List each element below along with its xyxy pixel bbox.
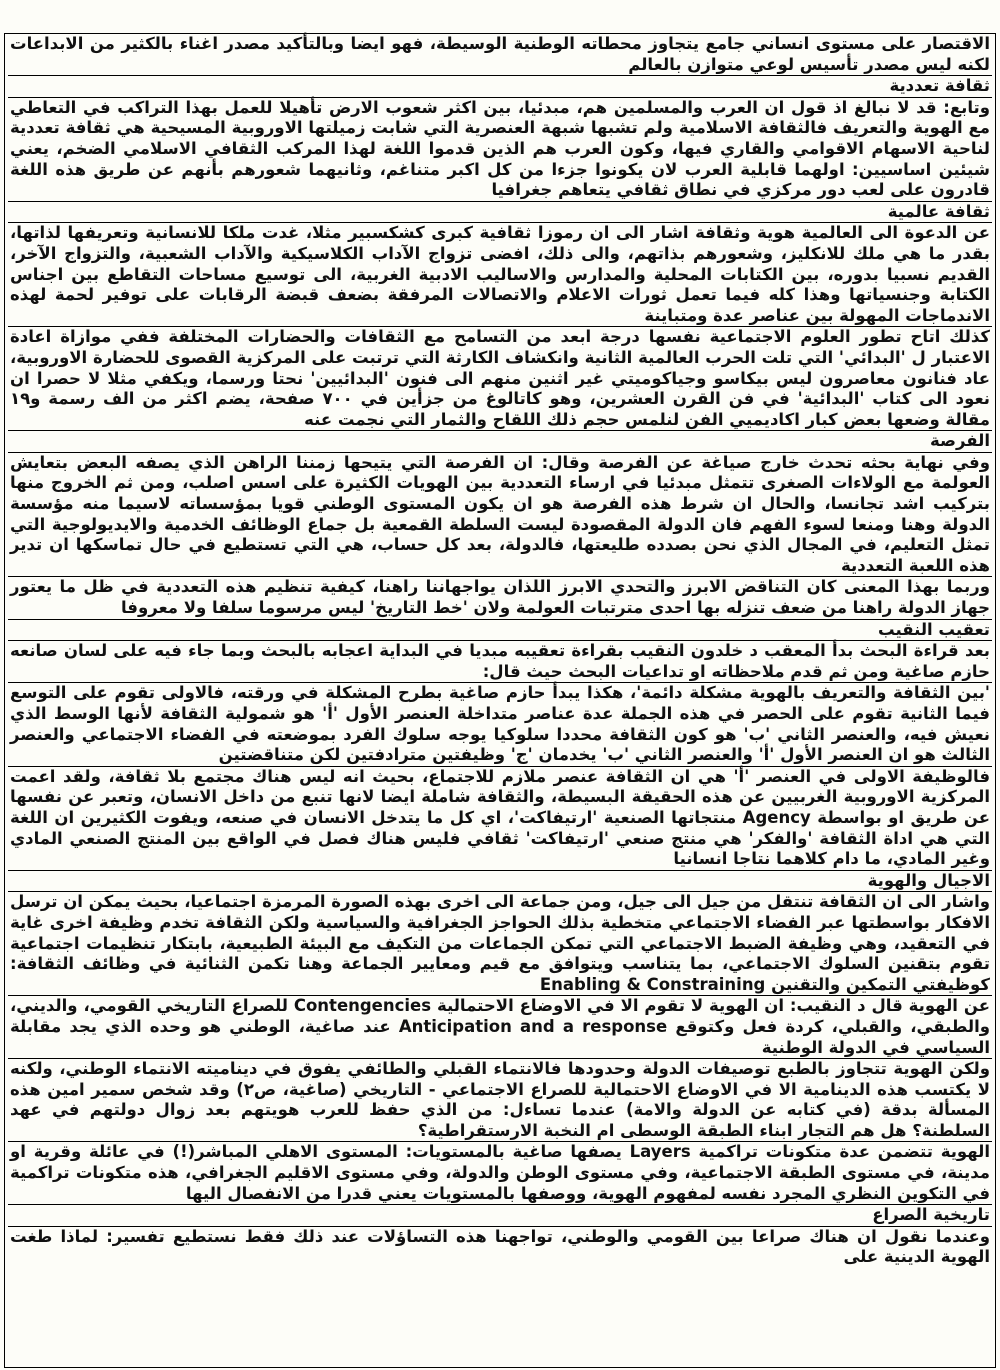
paragraph-10: واشار الى ان الثقافة تنتقل من جيل الى جيل، ومن جماعة الى اخرى بهذه الصورة المرمزة اجتماعيا، بحيث يمكن ان ترسل الافكار بواسطتها عبر الفضاء الاجتماعي متخطية بذلك الحواجز الجغرافية والسياسية ولكن الثقافة تخدم وظيفة اخرى غاية في التعقيد، وهي وظيفة الضبط الاجتماعي التي تمكن الجماعات من التكيف مع البيئة الطبيعية، بابتكار تنظيمات اجتماعية تقوم بتقنين السلوك الاجتماعي، بما يتناسب ويتوافق مع قيم ومعايير الجماعة وهنا تكمن الثنائية في وظائف الثقافة: كوظيفتي التمكين والتقنين Enabling & Constraining [8,892,992,996]
heading-opportunity: الفرصة [8,431,992,453]
paragraph-3: عن الدعوة الى العالمية هوية وثقافة اشار الى ان رموزا ثقافية كبرى كشكسبير مثلا، غدت ملكا للانسانية وتعريفها لذاتها، بقدر ما هي ملك للانكليز، وشعورهم بذاتهم، والى ذلك، افضى تزواج الآداب الكلاسيكية والآداب الشعبية، والتزواج الآخر، القديم نسبيا بدوره، بين الكتابات المحلية والمدارس والاساليب الادبية الغربية، الى توسيع مساحات التقاطع بين اجناس الكتابة وجنسياتها وهذا كله فيما تعمل ثورات الاعلام والاتصالات المرفقة بضعف قبضة الرقابات على توفير لحمة لهذه الاندماجات المهولة بين عناصر عدة ومتباينة [8,223,992,327]
paragraph-13: الهوية تتضمن عدة متكونات تراكمية Layers يصفها صاغية بالمستويات: المستوى الاهلي المباشر(!) في عائلة وقرية او مدينة، في مستوى الطبقة الاجتماعية، وفي مستوى الوطن والدولة، وفي مستوى الاقليم الجغرافي، هذه متكونات تراكمية في التكوين النظري المجرد نفسه لمفهوم الهوية، ووصفها بالمستويات يعني قدرا من الانفصال اليها [8,1142,992,1205]
paragraph-1: الاقتصار على مستوى انساني جامع يتجاوز محطاته الوطنية الوسيطة، فهو ايضا وبالتأكيد مصدر اغناء بالكثير من الابداعات لكنه ليس مصدر تأسيس لوعي متوازن بالعالم [8,34,992,76]
heading-global-culture: ثقافة عالمية [8,202,992,224]
heading-conflict-history: تاريخية الصراع [8,1205,992,1227]
paragraph-6: وربما بهذا المعنى كان التناقض الابرز والتحدي الابرز اللذان يواجهاننا راهنا، كيفية تنظيم هذه التعددية في ظل ما يعتور جهاز الدولة راهنا من ضعف تنزله بها احدى مترتبات العولمة ولان 'خط التاريخ' ليس مرسوما سلفا ولا معروفا [8,577,992,619]
paragraph-8: 'بين الثقافة والتعريف بالهوية مشكلة دائمة'، هكذا يبدأ حازم صاغية بطرح المشكلة في ورقته، فالاولى تقوم على التوسع فيما الثانية تقوم على الحصر في هذه الجملة عدة عناصر متداخلة العنصر الأول 'أ' هو شمولية الثقافة لأنها الوسط الذي نعيش فيه، والعنصر الثاني 'ب' هو كون الثقافة محددا سلوكيا يوجه سلوك الفرد بموضعته في الفضاء الاجتماعي والعنصر الثالث هو ان العنصر الأول 'أ' والعنصر الثاني 'ب' يخدمان 'ج' وظيفتين مترادفتين لكن متناقضتين [8,683,992,766]
paragraph-5: وفي نهاية بحثه تحدث خارج صياغة عن الفرصة وقال: ان الفرصة التي يتيحها زمننا الراهن الذي يصفه البعض بتعايش العولمة مع الولاءات الصغرى تتمثل مبدئيا في ارساء التعددية بين الهويات الكثيرة على اسس اصلب، ومن ثم الخروج منها بتركيب اشد تجانسا، والحال ان شرط هذه الفرصة هو ان يكون المستوى الوطني قويا بمؤسساته لاسيما منه مؤسسة الدولة وهنا ومنعا لسوء الفهم فان الدولة المقصودة ليست السلطة القمعية بل جماع الوظائف الخدمية والايديولوجية التي تمثل التعليم، في المجال الذي نحن بصدده طليعتها، فالدولة، بعد كل حساب، هي التي تستطيع في حال تماسكها ان تدير هذه اللعبة التعددية [8,453,992,578]
paragraph-9: فالوظيفة الاولى في العنصر 'أ' هي ان الثقافة عنصر ملازم للاجتماع، بحيث انه ليس هناك مجتمع بلا ثقافة، ولقد اعمت المركزية الاوروبية الغربيين عن هذه الحقيقة البسيطة، والثقافة شاملة ايضا لانها تنبع من داخل الانسان، وتعبر عن نفسها عن طريق او بواسطة Agency منتجاتها الصنعية 'ارتيفاكت'، اي كل ما يتدخل الانسان في صنعه، ويفوت الكثيرين ان اللغة التي هي اداة الثقافة 'والفكر' هي منتج صنعي 'ارتيفاكت' ثقافي فليس هناك فصل في الواقع بين المنتج الصنعي المادي وغير المادي، ما دام كلاهما نتاجا انسانيا [8,767,992,871]
paragraph-12: ولكن الهوية تتجاوز بالطبع توصيفات الدولة وحدودها فالانتماء القبلي والطائفي يفوق في ديناميته الانتماء الوطني، ولكنه لا يكتسب هذه الدينامية الا في الاوضاع الاحتمالية للصراع الاجتماعي - التاريخي (صاغية، ص٢) وقد شخص سمير امين هذه المسألة بدقة (في كتابه عن الدولة والامة) عندما تساءل: من الذي حفظ للعرب هويتهم بعد زوال دولتهم في عهد السلطنة؟ هل هم التجار ابناء الطبقة الوسطى ام النخبة الارستقراطية؟ [8,1059,992,1142]
heading-naqib-comment: تعقيب النقيب [8,620,992,642]
paragraph-7: بعد قراءة البحث بدأ المعقب د خلدون النقيب بقراءة تعقيبه مبديا في البداية اعجابه بالبحث وبما جاء فيه على لسان صانعه حازم صاغية ومن ثم قدم ملاحظاته او تداعيات البحث حيث قال: [8,641,992,683]
article-body [8,34,992,1268]
paragraph-11: عن الهوية قال د النقيب: ان الهوية لا تقوم الا في الاوضاع الاحتمالية Contengencies للصراع التاريخي القومي، والديني، والطبقي، والقبلي، كردة فعل وكتوقع Anticipation and a response عند صاغية، الوطني هو وحده الذي يجد مقابلة السياسي في الدولة الوطنية [8,996,992,1059]
paragraph-4: كذلك اتاح تطور العلوم الاجتماعية نفسها درجة ابعد من التسامح مع الثقافات والحضارات المختلفة ففي موازاة اعادة الاعتبار ل 'البدائي' التي تلت الحرب العالمية الثانية وانكشاف الكارثة التي ترتبت على المركزية القصوى للحضارة الاوروبية، عاد فنانون معاصرون ليس بيكاسو وجياكوميتي غير اثنين منهم الى فنون 'البدائيين' نحتا ورسما، ويكفي مثلا لا حصرا ان نعود الى كتاب 'البدائية' في فن القرن العشرين، وهو كاتالوغ من جزأين في ٧٠٠ صفحة، يضم اكثر من الف رسمة و١٩ مقالة وضعها بعض كبار اكاديميي الفن لنلمس حجم ذلك اللقاح والثمار التي نجمت عنه [8,327,992,431]
heading-plural-culture: ثقافة تعددية [8,76,992,98]
paragraph-14: وعندما نقول ان هناك صراعا بين القومي والوطني، تواجهنا هذه التساؤلات عند ذلك فقط نستطيع تفسير: لماذا طغت الهوية الدينية على [10,1226,990,1267]
heading-generations-identity: الاجيال والهوية [8,871,992,893]
paragraph-2: وتابع: قد لا نبالغ اذ قول ان العرب والمسلمين هم، مبدئيا، بين اكثر شعوب الارض تأهيلا للعمل بهذا التراكب في التعاطي مع الهوية والتعريف فالثقافة الاسلامية ولم تشبها شبهة العنصرية التي شابت زميلتها الاوروبية المسيحية هي ثقافة تعددية لناحية الاسهام الاقوامي والقاري فيها، وكون العرب هم الذين قدموا اللغة لهذا المركب الثقافي الاسلامي الضخم، يعني شيئين اساسيين: اولهما قابلية العرب لان يكونوا جزءا من كل اكبر متناغم، وثانيهما شعورهم بأنهم عن طريق هذه اللغة قادرون على لعب دور مركزي في نطاق ثقافي يتعاهم جغرافيا [8,98,992,202]
